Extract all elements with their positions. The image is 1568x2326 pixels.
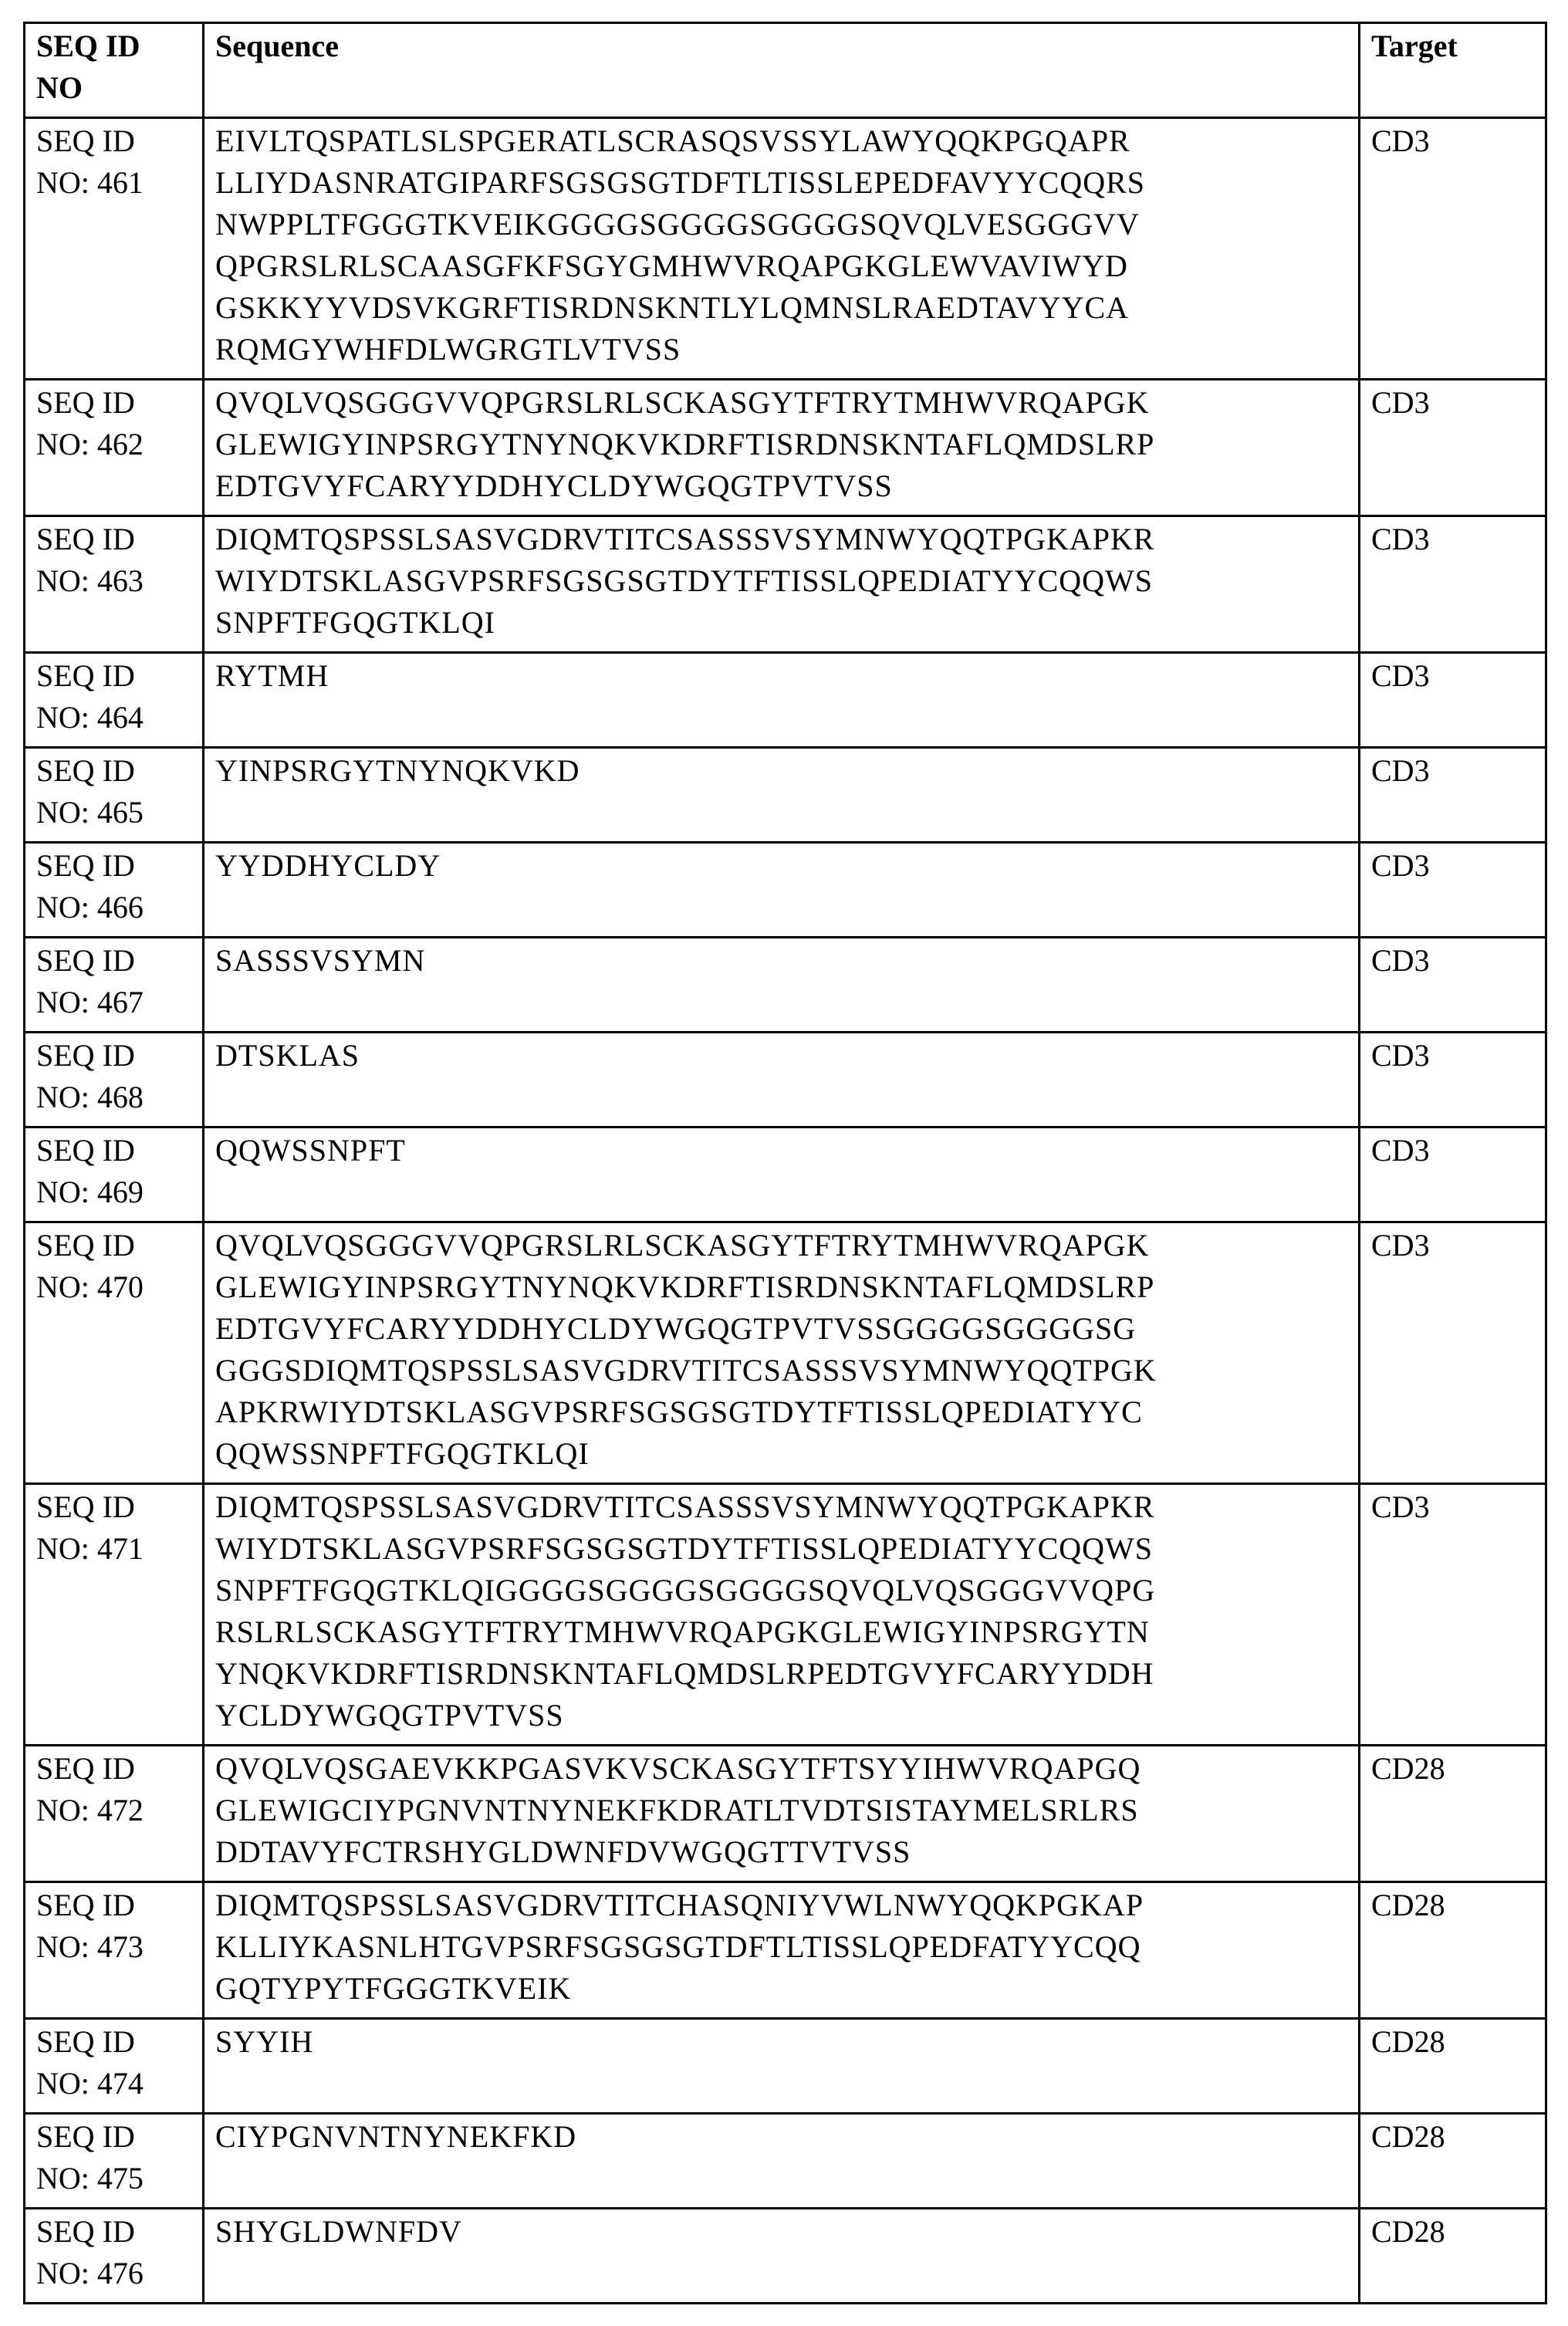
table-row [25, 1882, 1546, 2019]
header-sequence: Sequence [204, 23, 1360, 118]
table-row [25, 843, 1546, 938]
target-cell: CD3 [1360, 1484, 1546, 1746]
seq-id-cell: SEQ ID NO: 470 [25, 1222, 204, 1484]
table-row [25, 938, 1546, 1033]
seq-id-cell: SEQ ID NO: 465 [25, 748, 204, 843]
target-cell: CD28 [1360, 1746, 1546, 1882]
seq-id-cell: SEQ ID NO: 473 [25, 1882, 204, 2019]
table-row [25, 2209, 1546, 2304]
target-cell: CD28 [1360, 2019, 1546, 2114]
seq-id-cell: SEQ ID NO: 471 [25, 1484, 204, 1746]
header-seq-id-no: SEQ ID NO [25, 23, 204, 118]
seq-id-cell: SEQ ID NO: 466 [25, 843, 204, 938]
table-row [25, 118, 1546, 380]
sequence-cell: DIQMTQSPSSLSASVGDRVTITCSASSSVSYMNWYQQTPGKAPKR WIYDTSKLASGVPSRFSGSGSGTDYTFTISSLQPEDIATYYCQQWS SNPFTFGQGTKLQI [204, 516, 1360, 653]
header-row [25, 23, 1546, 118]
table-row [25, 1033, 1546, 1128]
sequence-cell: YYDDHYCLDY [204, 843, 1360, 938]
seq-id-cell: SEQ ID NO: 476 [25, 2209, 204, 2304]
target-cell: CD3 [1360, 118, 1546, 380]
target-cell: CD3 [1360, 380, 1546, 516]
target-cell: CD28 [1360, 2209, 1546, 2304]
seq-id-cell: SEQ ID NO: 475 [25, 2114, 204, 2209]
sequence-table [23, 22, 1547, 2304]
table-row [25, 748, 1546, 843]
table-row [25, 516, 1546, 653]
sequence-cell: QVQLVQSGGGVVQPGRSLRLSCKASGYTFTRYTMHWVRQAPGK GLEWIGYINPSRGYTNYNQKVKDRFTISRDNSKNTAFLQMDSLRP EDTGVYFCARYYDDHYCLDYWGQGTPVTVSS [204, 380, 1360, 516]
table-row [25, 380, 1546, 516]
seq-id-cell: SEQ ID NO: 469 [25, 1128, 204, 1222]
target-cell: CD3 [1360, 843, 1546, 938]
seq-id-cell: SEQ ID NO: 472 [25, 1746, 204, 1882]
sequence-cell: QQWSSNPFT [204, 1128, 1360, 1222]
target-cell: CD3 [1360, 748, 1546, 843]
sequence-cell: DTSKLAS [204, 1033, 1360, 1128]
seq-id-cell: SEQ ID NO: 463 [25, 516, 204, 653]
sequence-cell: RYTMH [204, 653, 1360, 748]
sequence-cell: QVQLVQSGAEVKKPGASVKVSCKASGYTFTSYYIHWVRQAPGQ GLEWIGCIYPGNVNTNYNEKFKDRATLTVDTSISTAYMELSRLRS DDTAVYFCTRSHYGLDWNFDVWGQGTTVTVSS [204, 1746, 1360, 1882]
seq-id-cell: SEQ ID NO: 462 [25, 380, 204, 516]
target-cell: CD3 [1360, 1033, 1546, 1128]
target-cell: CD28 [1360, 2114, 1546, 2209]
header-target: Target [1360, 23, 1546, 118]
sequence-cell: SYYIH [204, 2019, 1360, 2114]
table-row [25, 1222, 1546, 1484]
sequence-cell: QVQLVQSGGGVVQPGRSLRLSCKASGYTFTRYTMHWVRQAPGK GLEWIGYINPSRGYTNYNQKVKDRFTISRDNSKNTAFLQMDSLRP EDTGVYFCARYYDDHYCLDYWGQGTPVTVSSGGGGSGGGGSG GGGSDIQMTQSPSSLSASVGDRVTITCSASSSVSYMNWYQQTPGK APKRWIYDTSKLASGVPSRFSGSGSGTDYTFTISSLQPEDIATYYC QQWSSNPFTFGQGTKLQI [204, 1222, 1360, 1484]
sequence-cell: DIQMTQSPSSLSASVGDRVTITCSASSSVSYMNWYQQTPGKAPKR WIYDTSKLASGVPSRFSGSGSGTDYTFTISSLQPEDIATYYCQQWS SNPFTFGQGTKLQIGGGGSGGGGSGGGGSQVQLVQSGGGVVQPG RSLRLSCKASGYTFTRYTMHWVRQAPGKGLEWIGYINPSRGYTN YNQKVKDRFTISRDNSKNTAFLQMDSLRPEDTGVYFCARYYDDH YCLDYWGQGTPVTVSS [204, 1484, 1360, 1746]
sequence-cell: EIVLTQSPATLSLSPGERATLSCRASQSVSSYLAWYQQKPGQAPR LLIYDASNRATGIPARFSGSGSGTDFTLTISSLEPEDFAVYYCQQRS NWPPLTFGGGTKVEIKGGGGSGGGGSGGGGSQVQLVESGGGVV QPGRSLRLSCAASGFKFSGYGMHWVRQAPGKGLEWVAVIWYD GSKKYYVDSVKGRFTISRDNSKNTLYLQMNSLRAEDTAVYYCA RQMGYWHFDLWGRGTLVTVSS [204, 118, 1360, 380]
seq-id-cell: SEQ ID NO: 461 [25, 118, 204, 380]
sequence-cell: CIYPGNVNTNYNEKFKD [204, 2114, 1360, 2209]
table-row [25, 2019, 1546, 2114]
sequence-cell: SHYGLDWNFDV [204, 2209, 1360, 2304]
target-cell: CD3 [1360, 938, 1546, 1033]
seq-id-cell: SEQ ID NO: 474 [25, 2019, 204, 2114]
target-cell: CD3 [1360, 516, 1546, 653]
target-cell: CD3 [1360, 1222, 1546, 1484]
table-row [25, 653, 1546, 748]
seq-id-cell: SEQ ID NO: 467 [25, 938, 204, 1033]
sequence-cell: SASSSVSYMN [204, 938, 1360, 1033]
table-row [25, 1746, 1546, 1882]
target-cell: CD3 [1360, 653, 1546, 748]
sequence-cell: DIQMTQSPSSLSASVGDRVTITCHASQNIYVWLNWYQQKPGKAP KLLIYKASNLHTGVPSRFSGSGSGTDFTLTISSLQPEDFATYYCQQ GQTYPYTFGGGTKVEIK [204, 1882, 1360, 2019]
sequence-cell: YINPSRGYTNYNQKVKD [204, 748, 1360, 843]
table-row [25, 1128, 1546, 1222]
seq-id-cell: SEQ ID NO: 464 [25, 653, 204, 748]
table-row [25, 2114, 1546, 2209]
table-row [25, 1484, 1546, 1746]
target-cell: CD28 [1360, 1882, 1546, 2019]
target-cell: CD3 [1360, 1128, 1546, 1222]
seq-id-cell: SEQ ID NO: 468 [25, 1033, 204, 1128]
